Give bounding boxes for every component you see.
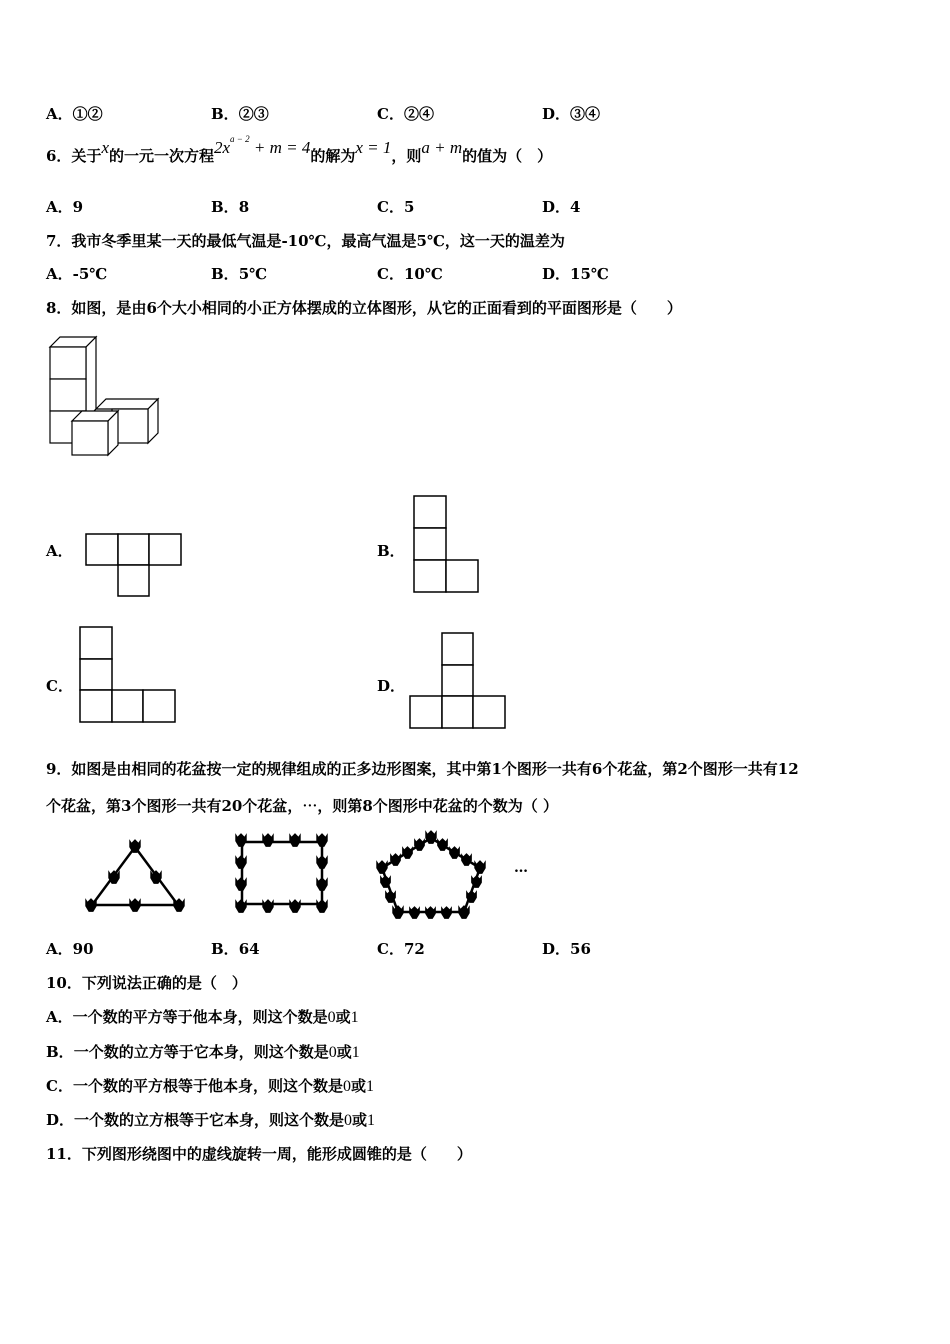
q5-option-c: C．②④	[377, 105, 434, 123]
q8-option-a-figure	[85, 533, 182, 598]
q8-option-d-label: D．	[377, 677, 406, 695]
q6-option-b: B．8	[211, 198, 250, 216]
q9-option-b: B．64	[211, 940, 260, 958]
q10-option-c: C．一个数的平方根等于他本身，则这个数是0或1	[46, 1077, 374, 1095]
question-8: 8．如图，是由6个大小相同的小正方体摆成的立体图形，从它的正面看到的平面图形是（ ）	[46, 299, 682, 317]
q7-option-b: B．5℃	[211, 265, 268, 283]
question-6: 6．关于x的一元一次方程$2x^{a - 2} + m = 4$的解为x = 1，则a + m的值为（ ）	[46, 134, 553, 165]
q6-variable-x: x	[101, 138, 109, 157]
q6-option-c: C．5	[377, 198, 415, 216]
q10-option-d: D．一个数的立方根等于它本身，则这个数是0或1	[46, 1111, 376, 1129]
q9-option-d: D．56	[542, 940, 591, 958]
q6-solution: x = 1	[355, 138, 392, 157]
q5-option-a: A．①②	[46, 105, 103, 123]
q6-option-d: D．4	[542, 198, 581, 216]
question-9-line-2: 个花盆，第3个图形一共有20个花盆，⋯，则第8个图形中花盆的个数为（ ）	[46, 797, 558, 815]
q7-option-c: C．10℃	[377, 265, 443, 283]
q10-option-a: A．一个数的平方等于他本身，则这个数是0或1	[46, 1008, 359, 1026]
q8-option-d-figure	[409, 632, 506, 729]
question-10: 10．下列说法正确的是（ ）	[46, 974, 247, 992]
q10-option-b: B．一个数的立方等于它本身，则这个数是0或1	[46, 1043, 360, 1061]
q8-option-c-label: C．	[46, 677, 73, 695]
q5-option-d: D．③④	[542, 105, 601, 123]
q7-option-a: A．-5℃	[46, 265, 108, 283]
question-7: 7．我市冬季里某一天的最低气温是-10℃，最高气温是5℃，这一天的温差为	[46, 232, 565, 250]
question-9-line-1: 9．如图是由相同的花盆按一定的规律组成的正多边形图案，其中第1个图形一共有6个花盆，第2个图形一共有12	[46, 760, 799, 778]
flowerpot-square-figure	[230, 830, 335, 918]
q8-option-b-figure	[413, 495, 479, 593]
flowerpot-triangle-figure	[80, 835, 190, 917]
question-11: 11．下列图形绕图中的虚线旋转一周，能形成圆锥的是（ ）	[46, 1145, 472, 1163]
q6-option-a: A．9	[46, 198, 84, 216]
q8-option-c-figure	[79, 626, 176, 723]
q5-option-b: B．②③	[211, 105, 269, 123]
q6-equation: $2x^{a - 2} + m = 4$	[214, 134, 311, 157]
q9-option-c: C．72	[377, 940, 425, 958]
q8-option-b-label: B．	[377, 542, 405, 560]
q8-option-a-label: A．	[46, 542, 73, 560]
flowerpot-pentagon-figure	[372, 828, 490, 923]
q7-option-d: D．15℃	[542, 265, 609, 283]
q8-cube-stack-figure	[46, 333, 162, 457]
q9-ellipsis: …	[514, 860, 528, 876]
q6-expression: a + m	[421, 138, 463, 157]
q9-option-a: A．90	[46, 940, 94, 958]
